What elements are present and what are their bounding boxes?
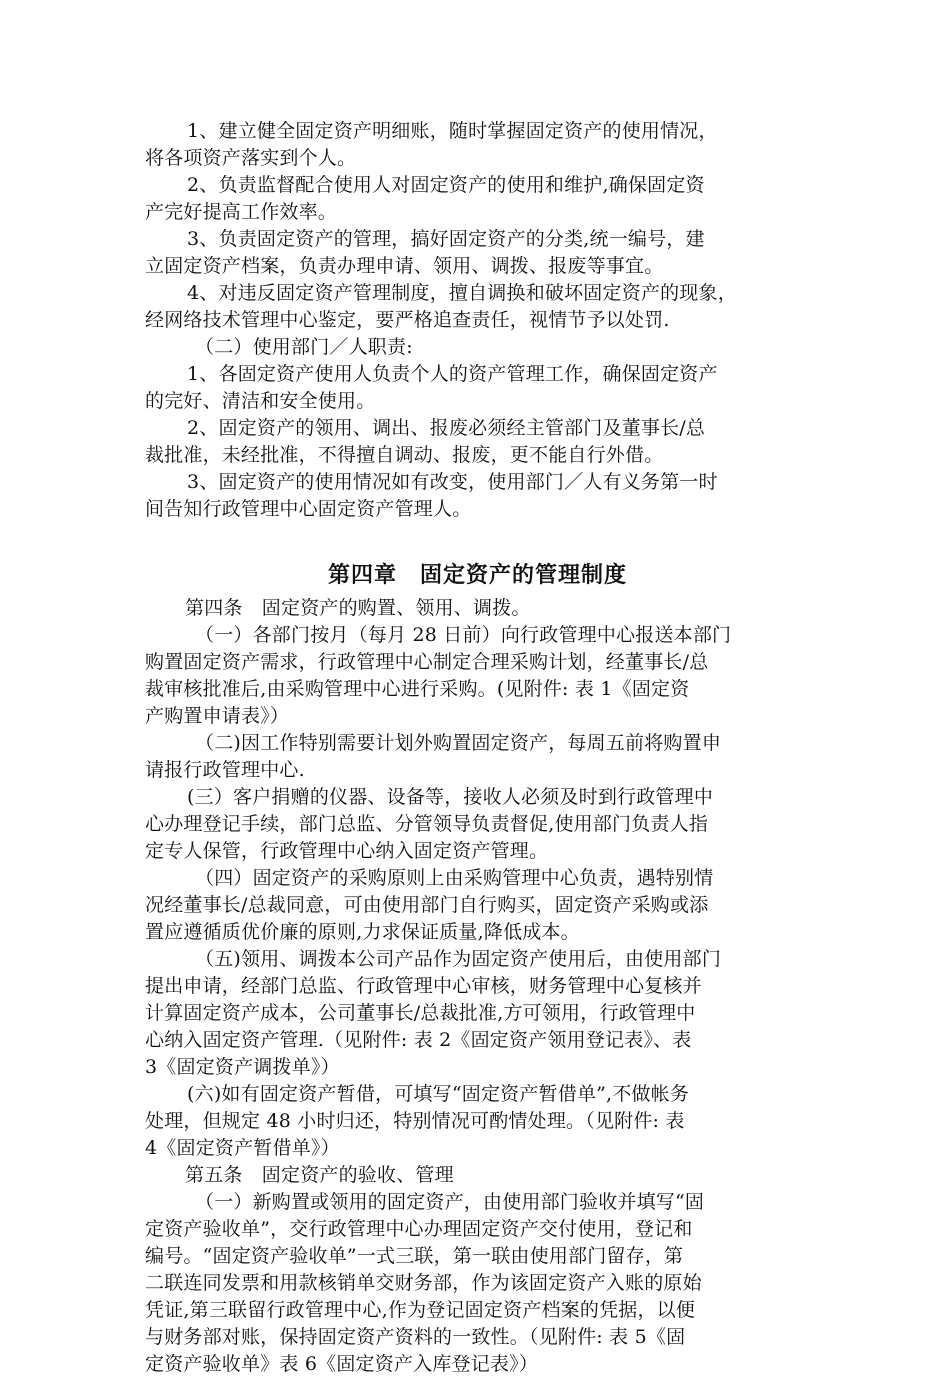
paragraph-line: 产完好提高工作效率。 xyxy=(145,201,338,223)
paragraph-line: 定专人保管，行政管理中心纳入固定资产管理。 xyxy=(145,840,549,862)
paragraph-line: 心纳入固定资产管理.（见附件: 表 2《固定资产领用登记表》、表 xyxy=(145,1029,692,1051)
paragraph-line: 凭证,第三联留行政管理中心,作为登记固定资产档案的凭据，以便 xyxy=(145,1299,696,1321)
paragraph-line: 1、建立健全固定资产明细账，随时掌握固定资产的使用情况， xyxy=(187,120,718,142)
paragraph-line: 二联连同发票和用款核销单交财务部，作为该固定资产入账的原始 xyxy=(145,1272,702,1294)
paragraph-line: 定资产验收单》表 6《固定资产入库登记表》） xyxy=(145,1353,539,1375)
paragraph-line: 处理，但规定 48 小时归还，特别情况可酌情处理。（见附件: 表 xyxy=(145,1110,685,1132)
paragraph-line: 心办理登记手续，部门总监、分管领导负责督促,使用部门负责人指 xyxy=(145,813,709,835)
paragraph-line: 与财务部对账，保持固定资产资料的一致性。（见附件: 表 5《固 xyxy=(145,1326,686,1348)
paragraph-line: 4、对违反固定资产管理制度，擅自调换和破坏固定资产的现象， xyxy=(187,282,737,304)
article-heading: 第四条 固定资产的购置、领用、调拨。 xyxy=(185,597,531,619)
paragraph-line: （一）各部门按月（每月 28 日前）向行政管理中心报送本部门 xyxy=(195,624,732,646)
document-body xyxy=(145,118,810,1378)
paragraph-line: (三）客户捐赠的仪器、设备等，接收人必须及时到行政管理中 xyxy=(187,786,714,808)
paragraph-line: (六)如有固定资产暂借，可填写“固定资产暂借单”,不做帐务 xyxy=(187,1083,690,1105)
paragraph-line: 编号。“固定资产验收单”一式三联，第一联由使用部门留存，第 xyxy=(145,1245,684,1267)
subheading-line: （二）使用部门／人职责: xyxy=(195,336,413,358)
paragraph-line: 况经董事长/总裁同意，可由使用部门自行购买，固定资产采购或添 xyxy=(145,894,709,916)
paragraph-line: 间告知行政管理中心固定资产管理人。 xyxy=(145,498,472,520)
paragraph-line: （一）新购置或领用的固定资产，由使用部门验收并填写“固 xyxy=(195,1191,705,1213)
paragraph-line: 的完好、清洁和安全使用。 xyxy=(145,390,376,412)
paragraph-line: 2、负责监督配合使用人对固定资产的使用和维护,确保固定资 xyxy=(187,174,705,196)
section-spacer xyxy=(145,523,810,559)
paragraph-line: 提出申请，经部门总监、行政管理中心审核，财务管理中心复核并 xyxy=(145,975,702,997)
paragraph-line: 将各项资产落实到个人。 xyxy=(145,147,357,169)
article-heading: 第五条 固定资产的验收、管理 xyxy=(185,1164,454,1186)
paragraph-line: 请报行政管理中心. xyxy=(145,759,305,781)
paragraph-line: 2、固定资产的领用、调出、报废必须经主管部门及董事长/总 xyxy=(187,417,706,439)
paragraph-line: 经网络技术管理中心鉴定，要严格追查责任，视情节予以处罚. xyxy=(145,309,670,331)
paragraph-line: 购置固定资产需求，行政管理中心制定合理采购计划，经董事长/总 xyxy=(145,651,709,673)
paragraph-line: （五)领用、调拨本公司产品作为固定资产使用后，由使用部门 xyxy=(195,948,722,970)
paragraph-line: 3《固定资产调拨单》） xyxy=(145,1056,340,1078)
paragraph-line: 3、固定资产的使用情况如有改变，使用部门／人有义务第一时 xyxy=(187,471,718,493)
chapter-title: 第四章 固定资产的管理制度 xyxy=(327,563,627,588)
paragraph-line: 裁审核批准后,由采购管理中心进行采购。(见附件: 表 1《固定资 xyxy=(145,678,690,700)
paragraph-line: 置应遵循质优价廉的原则,力求保证质量,降低成本。 xyxy=(145,921,580,943)
paragraph-line: 4《固定资产暂借单》） xyxy=(145,1137,340,1159)
paragraph-line: 立固定资产档案，负责办理申请、领用、调拨、报废等事宜。 xyxy=(145,255,664,277)
paragraph-line: 计算固定资产成本，公司董事长/总裁批准,方可领用，行政管理中 xyxy=(145,1002,696,1024)
paragraph-line: 裁批准，未经批准，不得擅自调动、报废，更不能自行外借。 xyxy=(145,444,664,466)
paragraph-line: （四）固定资产的采购原则上由采购管理中心负责，遇特别情 xyxy=(195,867,714,889)
paragraph-line: 1、各固定资产使用人负责个人的资产管理工作，确保固定资产 xyxy=(187,363,718,385)
paragraph-line: 定资产验收单”，交行政管理中心办理固定资产交付使用，登记和 xyxy=(145,1218,693,1240)
paragraph-line: 产购置申请表》） xyxy=(145,705,290,727)
paragraph-line: 3、负责固定资产的管理，搞好固定资产的分类,统一编号，建 xyxy=(187,228,705,250)
paragraph-line: （二)因工作特别需要计划外购置固定资产，每周五前将购置申 xyxy=(195,732,722,754)
